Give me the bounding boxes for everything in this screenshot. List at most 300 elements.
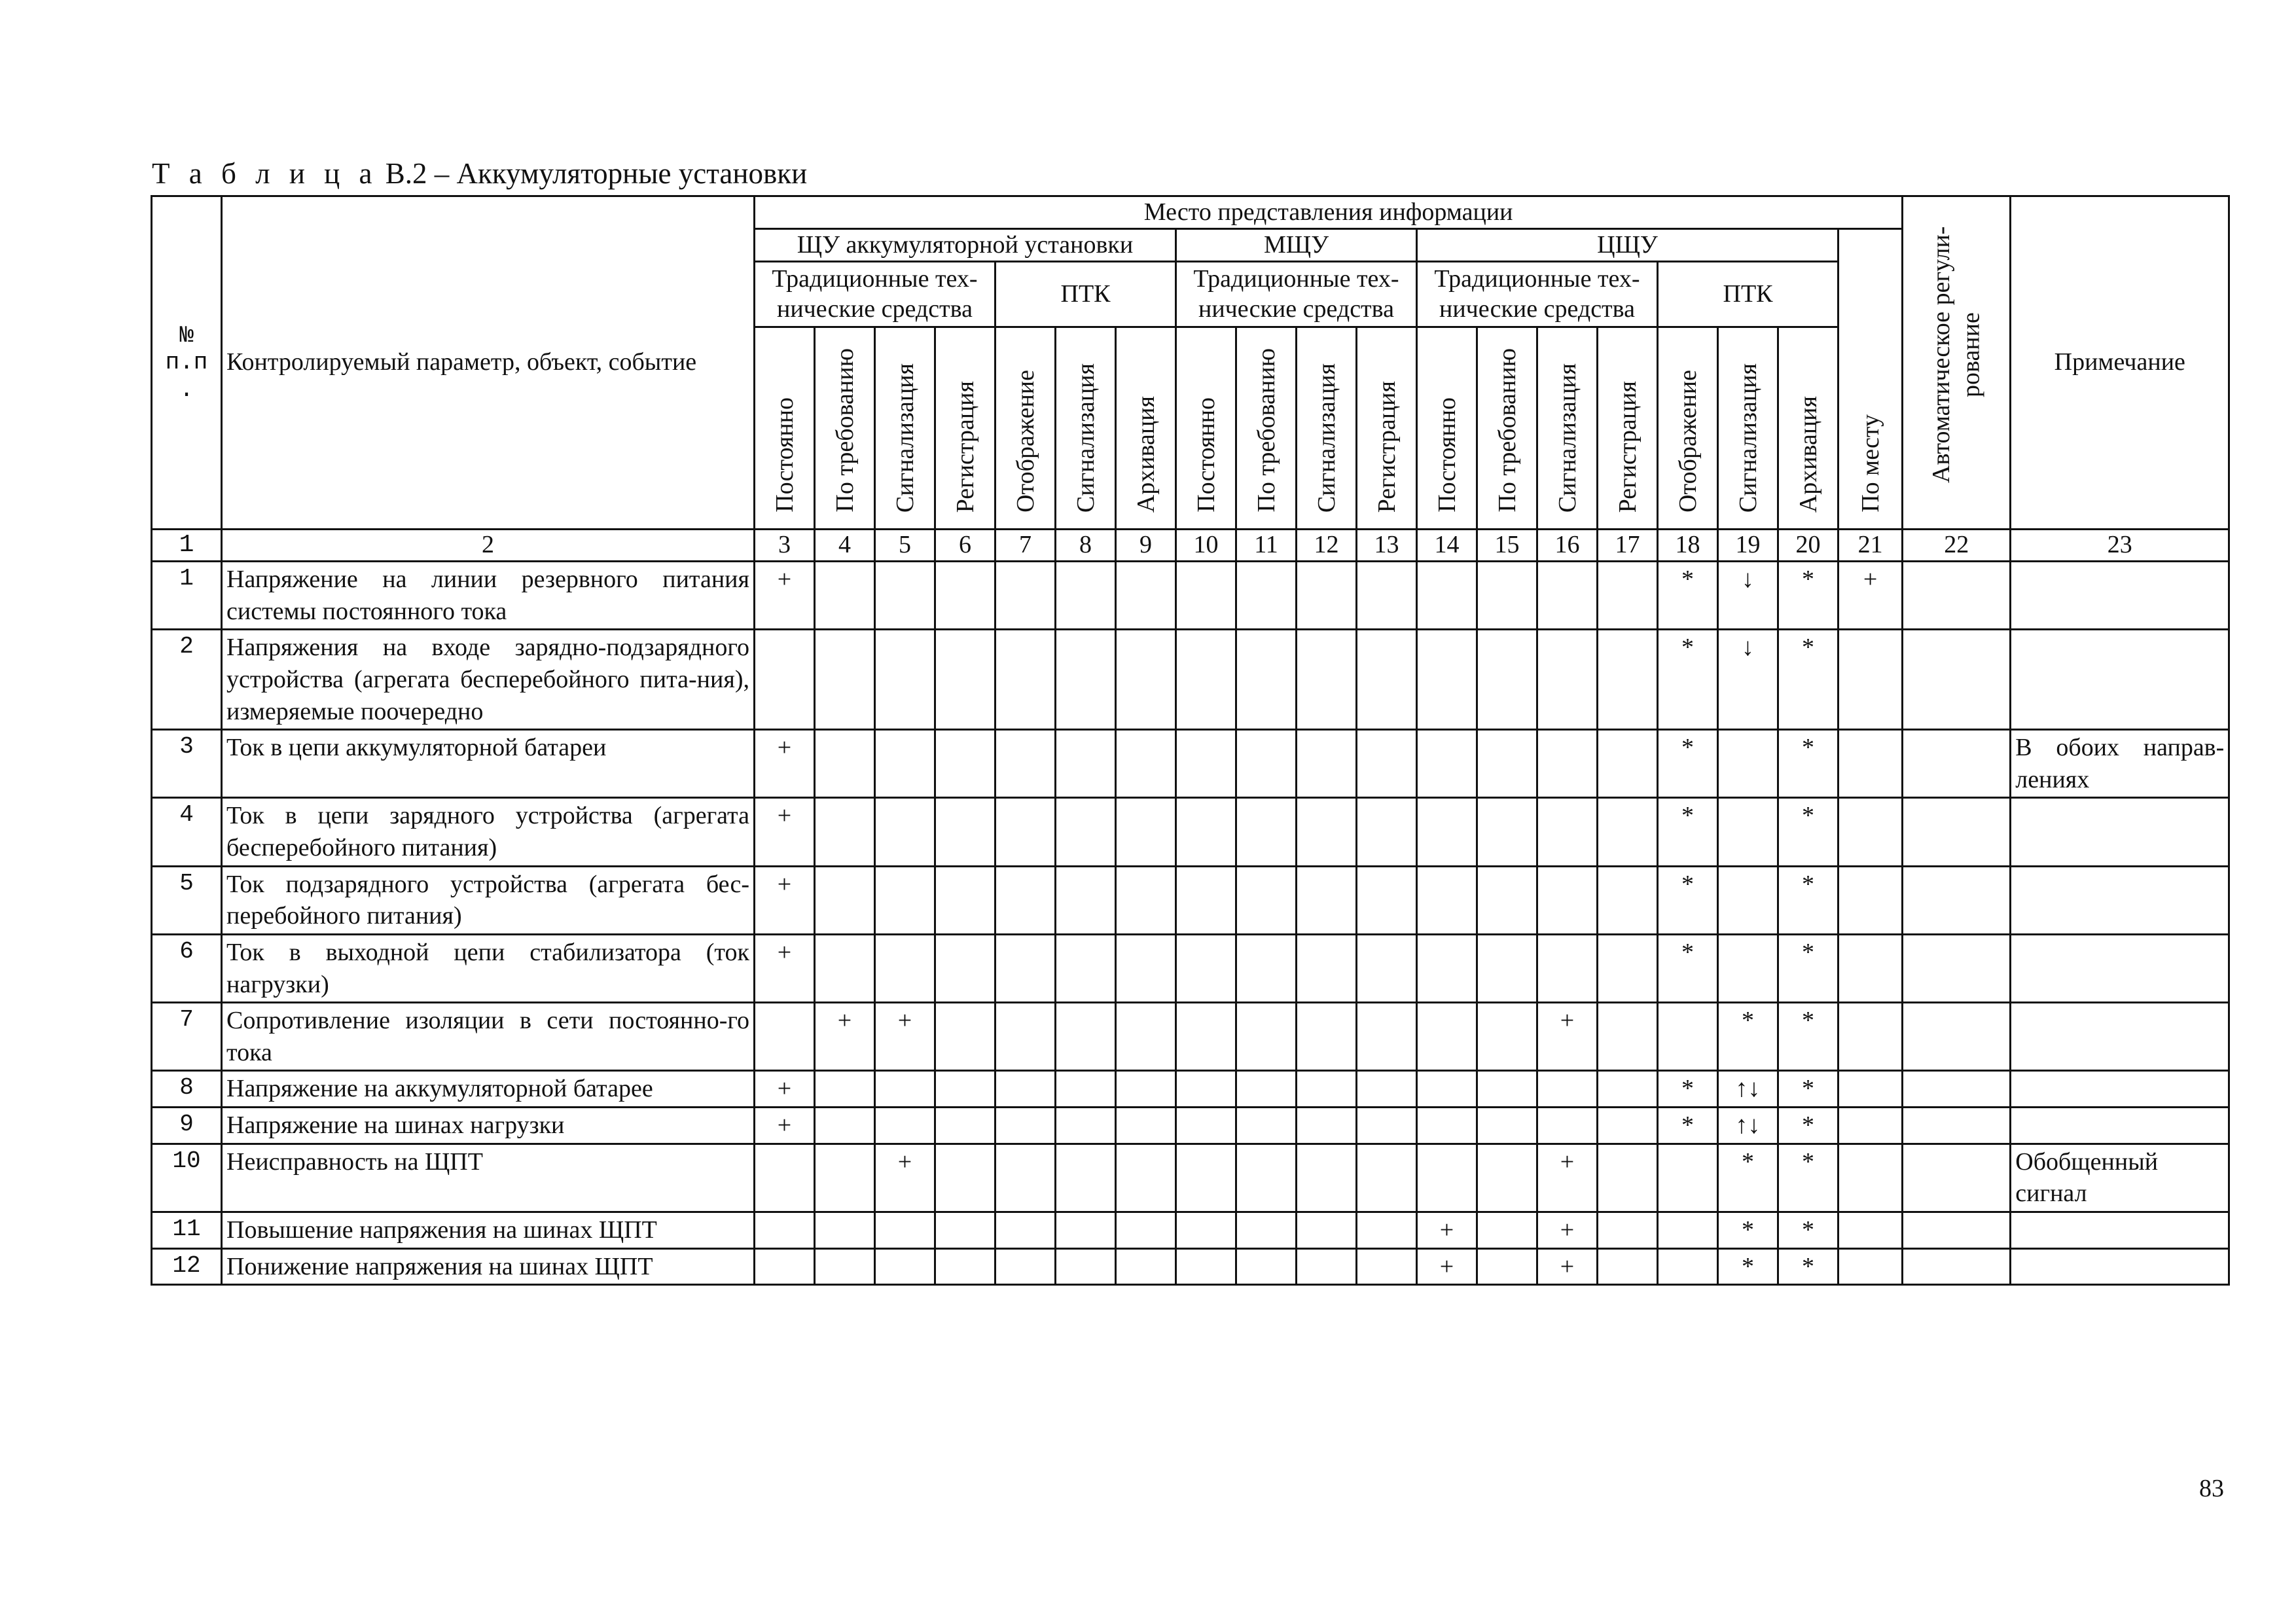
cell-c13 [1357,1108,1417,1144]
subheader-c18 [1658,327,1718,530]
col-number: 11 [1236,530,1297,562]
cell-c3: + [755,730,815,798]
cell-c3: + [755,866,815,934]
row-note [2011,1212,2229,1248]
subheader-c10 [1176,327,1236,530]
subheader-c16 [1537,327,1598,530]
cell-c22 [1903,1144,2011,1212]
cell-c4 [815,934,875,1002]
cell-c6 [935,866,996,934]
cell-c12 [1297,562,1357,630]
cell-c20: * [1778,866,1839,934]
cell-c21 [1839,1003,1903,1071]
cell-c11 [1236,866,1297,934]
cell-c16 [1537,730,1598,798]
col-number: 17 [1598,530,1658,562]
col-number: 23 [2011,530,2229,562]
cell-c15 [1477,1003,1537,1071]
caption-text: В.2 – Аккумуляторные установки [385,157,808,190]
cell-c12 [1297,1248,1357,1285]
subheader-c15 [1477,327,1537,530]
cell-c16 [1537,1108,1598,1144]
cell-c10 [1176,562,1236,630]
cell-c16 [1537,562,1598,630]
cell-c10 [1176,866,1236,934]
row-number: 8 [152,1071,222,1108]
cell-c14 [1417,1108,1477,1144]
cell-c18 [1658,1212,1718,1248]
row-note [2011,630,2229,730]
cell-c21 [1839,934,1903,1002]
cell-c7 [996,1108,1056,1144]
cell-c13 [1357,798,1417,866]
row-number: 11 [152,1212,222,1248]
cell-c16 [1537,866,1598,934]
cell-c16 [1537,630,1598,730]
col-number: 4 [815,530,875,562]
cell-c7 [996,1212,1056,1248]
cell-c6 [935,1003,996,1071]
col-number: 14 [1417,530,1477,562]
cell-c15 [1477,798,1537,866]
cell-c8 [1056,730,1116,798]
cell-c11 [1236,1248,1297,1285]
col-number: 16 [1537,530,1598,562]
cell-c22 [1903,730,2011,798]
row-note [2011,1248,2229,1285]
cell-c19 [1718,730,1778,798]
col-number: 6 [935,530,996,562]
cell-c13 [1357,630,1417,730]
cell-c22 [1903,866,2011,934]
cell-c7 [996,562,1056,630]
subheader-c6 [935,327,996,530]
page-number: 83 [2199,1475,2224,1502]
cell-c4: + [815,1003,875,1071]
row-number: 12 [152,1248,222,1285]
cell-c10 [1176,1212,1236,1248]
cell-c19 [1718,934,1778,1002]
cell-c16 [1537,1071,1598,1108]
col-number: 20 [1778,530,1839,562]
cell-c11 [1236,730,1297,798]
table-row [152,798,2229,866]
cell-c10 [1176,934,1236,1002]
row-number: 5 [152,866,222,934]
cell-c14 [1417,730,1477,798]
row-number: 9 [152,1108,222,1144]
cell-c15 [1477,1212,1537,1248]
caption-prefix: Т а б л и ц а [152,157,378,190]
cell-c4 [815,1248,875,1285]
table-row [152,730,2229,798]
col-number: 7 [996,530,1056,562]
cell-c14: + [1417,1248,1477,1285]
cell-c5 [875,1071,935,1108]
cell-c22 [1903,1248,2011,1285]
row-note [2011,1071,2229,1108]
cell-c15 [1477,866,1537,934]
cell-c19: * [1718,1003,1778,1071]
subheader-c4-text: По требованию [831,348,859,513]
row-number: 3 [152,730,222,798]
cell-c3: + [755,1108,815,1144]
cell-c17 [1598,1003,1658,1071]
col-number: 19 [1718,530,1778,562]
cell-c15 [1477,1144,1537,1212]
header-no-line1: № [179,321,194,349]
cell-c15 [1477,630,1537,730]
cell-c6 [935,730,996,798]
cell-c21 [1839,798,1903,866]
cell-c8 [1056,866,1116,934]
cell-c5 [875,1248,935,1285]
cell-c15 [1477,1071,1537,1108]
cell-c7 [996,1248,1056,1285]
cell-c7 [996,1071,1056,1108]
header-place: Место представления информации [755,196,1903,229]
cell-c4 [815,730,875,798]
cell-c13 [1357,1248,1417,1285]
subheader-c9-text: Архивация [1132,395,1160,513]
cell-c20: * [1778,798,1839,866]
cell-c9 [1116,1071,1176,1108]
cell-c18: * [1658,630,1718,730]
cell-c6 [935,630,996,730]
cell-c4 [815,866,875,934]
row-parameter: Неисправность на ЩПТ [222,1144,755,1212]
cell-c17 [1598,1071,1658,1108]
row-parameter: Ток в цепи зарядного устройства (агрегата бесперебойного питания) [222,798,755,866]
cell-c14 [1417,798,1477,866]
subheader-c9 [1116,327,1176,530]
cell-c7 [996,934,1056,1002]
cell-c6 [935,1212,996,1248]
cell-c18 [1658,1144,1718,1212]
header-ptk-shu: ПТК [996,262,1176,327]
cell-c14 [1417,1144,1477,1212]
cell-c3 [755,1212,815,1248]
cell-c5 [875,730,935,798]
subheader-c20-text: Архивация [1794,395,1822,513]
header-trad-shu: Традиционные тех-нические средства [755,262,996,327]
subheader-c19 [1718,327,1778,530]
cell-c13 [1357,1144,1417,1212]
cell-c7 [996,730,1056,798]
cell-c8 [1056,1248,1116,1285]
table-row [152,1248,2229,1285]
cell-c7 [996,1144,1056,1212]
cell-c20: * [1778,1144,1839,1212]
cell-c13 [1357,1003,1417,1071]
subheader-c19-text: Сигнализация [1734,363,1762,513]
cell-c8 [1056,562,1116,630]
row-note: В обоих направ-лениях [2011,730,2229,798]
cell-c11 [1236,1144,1297,1212]
cell-c5 [875,798,935,866]
cell-c20: * [1778,1248,1839,1285]
cell-c8 [1056,1144,1116,1212]
cell-c3 [755,1003,815,1071]
cell-c8 [1056,798,1116,866]
header-no [152,196,222,530]
cell-c10 [1176,1248,1236,1285]
subheader-c3-text: Постоянно [770,397,798,513]
cell-c13 [1357,1212,1417,1248]
subheader-c18-text: Отображение [1674,370,1702,513]
cell-c9 [1116,1108,1176,1144]
cell-c16 [1537,798,1598,866]
cell-c16: + [1537,1212,1598,1248]
table-container [151,195,2229,1280]
cell-c17 [1598,1212,1658,1248]
cell-c18: * [1658,798,1718,866]
cell-c9 [1116,1212,1176,1248]
header-po-mestu [1839,229,1903,530]
cell-c6 [935,798,996,866]
cell-c10 [1176,1144,1236,1212]
cell-c21: + [1839,562,1903,630]
cell-c3: + [755,562,815,630]
cell-c22 [1903,798,2011,866]
cell-c19: * [1718,1248,1778,1285]
row-number: 1 [152,562,222,630]
cell-c11 [1236,1212,1297,1248]
cell-c5 [875,630,935,730]
cell-c20: * [1778,562,1839,630]
row-number: 10 [152,1144,222,1212]
subheader-c13-text: Регистрация [1372,380,1401,513]
col-number: 12 [1297,530,1357,562]
cell-c17 [1598,866,1658,934]
col-number: 15 [1477,530,1537,562]
header-avto-text: Автоматическое регули-рование [1927,226,1985,484]
cell-c21 [1839,1212,1903,1248]
table-row [152,1108,2229,1144]
cell-c3: + [755,798,815,866]
cell-c8 [1056,630,1116,730]
cell-c11 [1236,798,1297,866]
cell-c11 [1236,1003,1297,1071]
subheader-c6-text: Регистрация [951,380,979,513]
cell-c9 [1116,1003,1176,1071]
cell-c21 [1839,630,1903,730]
cell-c21 [1839,866,1903,934]
header-param: Контролируемый параметр, объект, событие [222,196,755,530]
row-note [2011,798,2229,866]
row-note [2011,1003,2229,1071]
row-parameter: Напряжение на аккумуляторной батарее [222,1071,755,1108]
cell-c8 [1056,1212,1116,1248]
cell-c11 [1236,1071,1297,1108]
header-cshu: ЦЩУ [1417,229,1839,262]
cell-c21 [1839,730,1903,798]
cell-c18 [1658,1003,1718,1071]
data-table [151,195,2230,1286]
subheader-c11 [1236,327,1297,530]
header-note: Примечание [2011,196,2229,530]
subheader-c13 [1357,327,1417,530]
cell-c17 [1598,730,1658,798]
cell-c6 [935,1248,996,1285]
cell-c12 [1297,1071,1357,1108]
row-parameter: Напряжения на входе зарядно-подзарядного устройства (агрегата бесперебойного пита-ния), измеряемые поочередно [222,630,755,730]
cell-c10 [1176,1108,1236,1144]
cell-c3 [755,1248,815,1285]
cell-c19: ↓ [1718,630,1778,730]
col-number: 9 [1116,530,1176,562]
cell-c12 [1297,1144,1357,1212]
row-parameter: Ток подзарядного устройства (агрегата бес-перебойного питания) [222,866,755,934]
cell-c5 [875,1212,935,1248]
cell-c17 [1598,1144,1658,1212]
subheader-c14-text: Постоянно [1433,397,1461,513]
cell-c17 [1598,630,1658,730]
cell-c5: + [875,1144,935,1212]
table-row [152,866,2229,934]
cell-c9 [1116,1144,1176,1212]
cell-c14 [1417,866,1477,934]
row-parameter: Сопротивление изоляции в сети постоянно-го тока [222,1003,755,1071]
cell-c12 [1297,1108,1357,1144]
subheader-c12 [1297,327,1357,530]
cell-c14 [1417,562,1477,630]
header-trad-mshu: Традиционные тех-нические средства [1176,262,1417,327]
cell-c9 [1116,866,1176,934]
subheader-c7-text: Отображение [1011,370,1039,513]
cell-c7 [996,866,1056,934]
cell-c13 [1357,866,1417,934]
cell-c3: + [755,934,815,1002]
subheader-c11-text: По требованию [1252,348,1280,513]
cell-c4 [815,1071,875,1108]
cell-c13 [1357,730,1417,798]
cell-c12 [1297,630,1357,730]
cell-c21 [1839,1144,1903,1212]
cell-c22 [1903,1108,2011,1144]
col-number: 22 [1903,530,2011,562]
cell-c12 [1297,934,1357,1002]
header-mshu: МЩУ [1176,229,1417,262]
cell-c22 [1903,562,2011,630]
cell-c13 [1357,562,1417,630]
subheader-c3 [755,327,815,530]
col-number: 2 [222,530,755,562]
subheader-c10-text: Постоянно [1192,397,1220,513]
header-po-mestu-text: По месту [1856,414,1884,513]
subheader-c12-text: Сигнализация [1312,363,1340,513]
cell-c20: * [1778,934,1839,1002]
cell-c18 [1658,1248,1718,1285]
subheader-c7 [996,327,1056,530]
cell-c12 [1297,1212,1357,1248]
table-row [152,1071,2229,1108]
row-number: 2 [152,630,222,730]
cell-c6 [935,1144,996,1212]
cell-c6 [935,934,996,1002]
row-number: 7 [152,1003,222,1071]
row-parameter: Ток в выходной цепи стабилизатора (ток нагрузки) [222,934,755,1002]
subheader-c16-text: Сигнализация [1553,363,1581,513]
cell-c14 [1417,934,1477,1002]
cell-c16: + [1537,1248,1598,1285]
cell-c20: * [1778,630,1839,730]
cell-c19: * [1718,1144,1778,1212]
cell-c8 [1056,1071,1116,1108]
cell-c22 [1903,630,2011,730]
header-no-line2: п.п [165,349,208,376]
cell-c15 [1477,730,1537,798]
cell-c14: + [1417,1212,1477,1248]
subheader-c5 [875,327,935,530]
cell-c18: * [1658,1071,1718,1108]
cell-c10 [1176,1003,1236,1071]
row-parameter: Напряжение на шинах нагрузки [222,1108,755,1144]
cell-c19 [1718,798,1778,866]
cell-c17 [1598,934,1658,1002]
table-row [152,1212,2229,1248]
cell-c12 [1297,730,1357,798]
cell-c10 [1176,1071,1236,1108]
cell-c22 [1903,1003,2011,1071]
cell-c18: * [1658,1108,1718,1144]
header-avto [1903,196,2011,530]
cell-c4 [815,1144,875,1212]
cell-c16: + [1537,1003,1598,1071]
table-row [152,934,2229,1002]
cell-c14 [1417,1003,1477,1071]
cell-c11 [1236,630,1297,730]
cell-c11 [1236,934,1297,1002]
cell-c4 [815,630,875,730]
cell-c15 [1477,562,1537,630]
table-body [152,562,2229,1285]
col-number: 8 [1056,530,1116,562]
cell-c10 [1176,730,1236,798]
col-number: 1 [152,530,222,562]
cell-c18: * [1658,934,1718,1002]
cell-c20: * [1778,1003,1839,1071]
cell-c18: * [1658,562,1718,630]
cell-c4 [815,1108,875,1144]
cell-c6 [935,1108,996,1144]
cell-c3 [755,630,815,730]
cell-c18: * [1658,866,1718,934]
cell-c14 [1417,630,1477,730]
row-parameter: Ток в цепи аккумуляторной батареи [222,730,755,798]
col-number: 3 [755,530,815,562]
cell-c17 [1598,1248,1658,1285]
cell-c9 [1116,730,1176,798]
row-number: 4 [152,798,222,866]
row-note [2011,934,2229,1002]
cell-c5 [875,866,935,934]
subheader-c15-text: По требованию [1493,348,1521,513]
cell-c7 [996,798,1056,866]
subheader-c14 [1417,327,1477,530]
cell-c20: * [1778,1108,1839,1144]
row-parameter: Напряжение на линии резервного питания системы постоянного тока [222,562,755,630]
cell-c15 [1477,934,1537,1002]
cell-c21 [1839,1248,1903,1285]
cell-c6 [935,1071,996,1108]
col-number: 10 [1176,530,1236,562]
subheader-c17 [1598,327,1658,530]
subheader-c17-text: Регистрация [1613,380,1641,513]
cell-c3 [755,1144,815,1212]
cell-c19: ↓ [1718,562,1778,630]
cell-c9 [1116,934,1176,1002]
